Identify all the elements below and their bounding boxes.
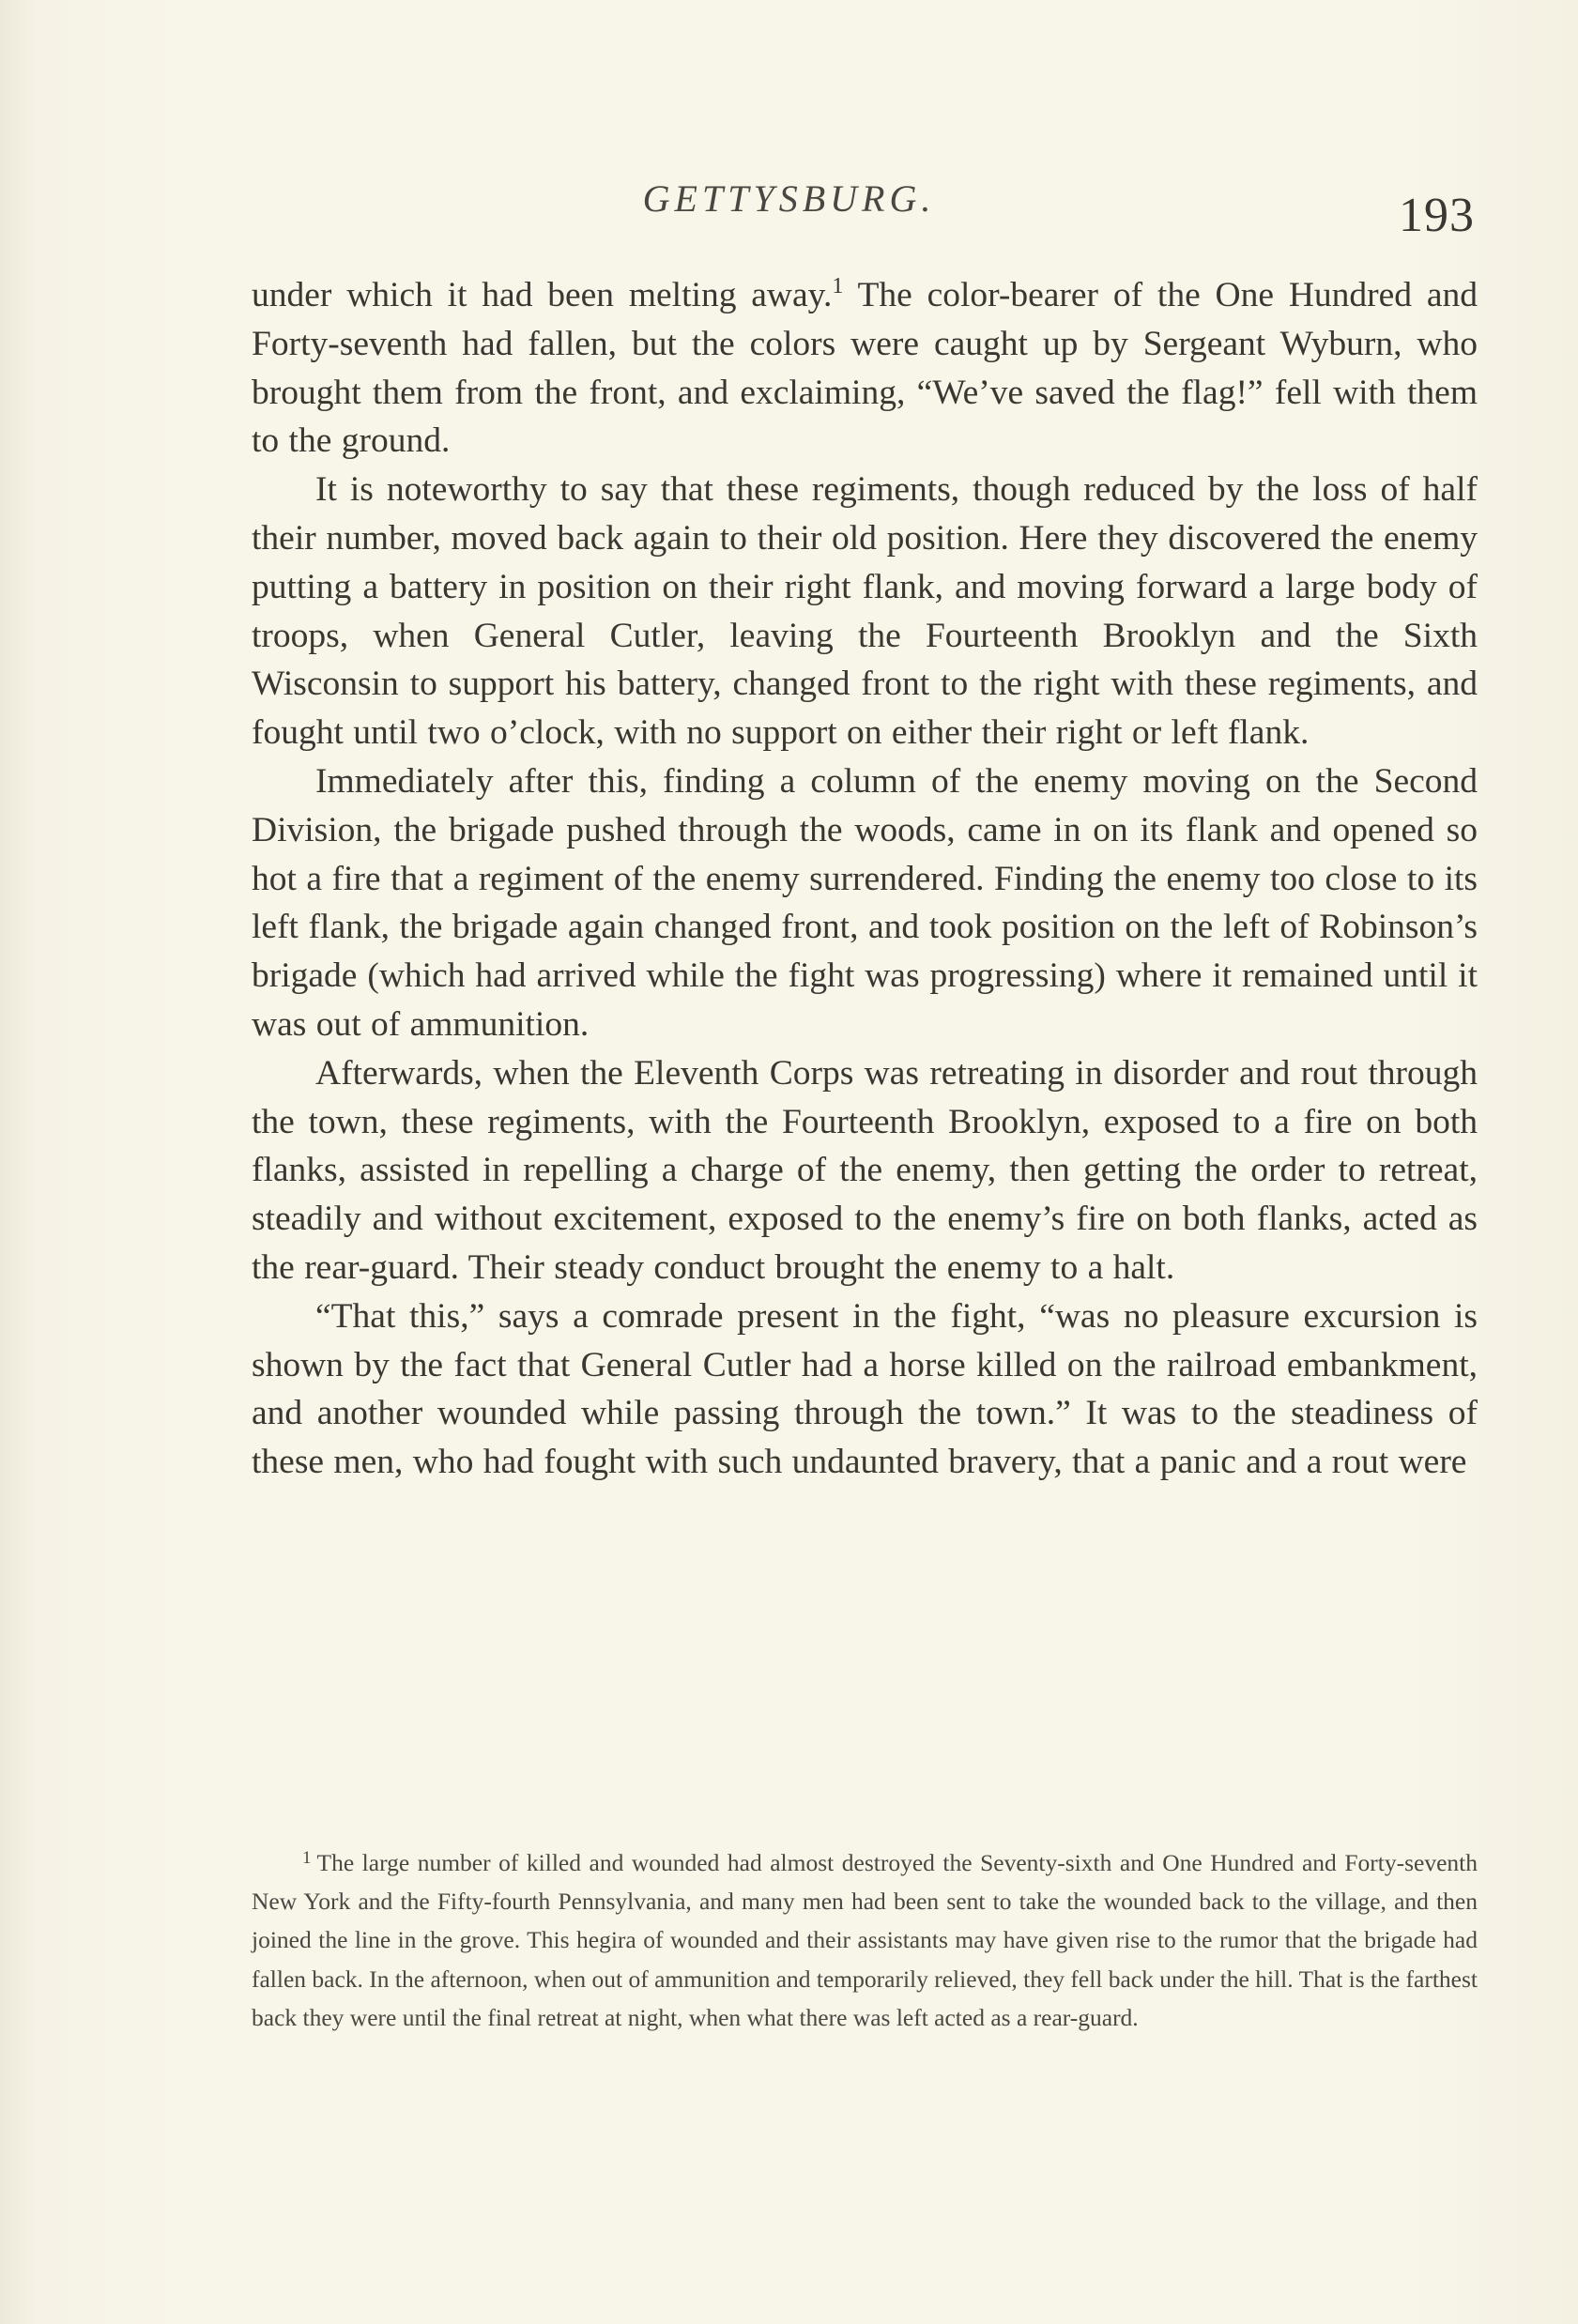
paragraph-1-text: under which it had been melting away. [252, 276, 833, 314]
paragraph-3: Immediately after this, finding a column of the enemy moving on the Second Division, the brigade pushed through the woods, came in on its flank and opened so hot a fire that a regiment of the enemy surrendered. Finding the enemy too close to its left flank, the brigade again changed front, and took position on the left of Robinson’s brigade (which had arrived while the fight was progressing) where it remained until it was out of ammunition. [252, 761, 1478, 1044]
paragraph-5: “That this,” says a comrade present in the fight, “was no pleasure excursion is shown by the fact that General Cutler had a horse killed on the railroad embankment, and another wounded while passing through the town.” It was to the steadiness of these men, who had fought with such undaunted bravery, that a panic and a rout were [252, 1296, 1478, 1482]
paragraph-1-text-continued: The color-bearer of the One Hundred and Forty-seventh had fallen, but the colors were caught up by Sergeant Wyburn, who brought them from the front, and exclaiming, “We’ve saved the flag!” fell with them to the ground. [252, 276, 1478, 461]
footnote-marker: 1 [302, 1848, 312, 1868]
paragraph-4: Afterwards, when the Eleventh Corps was retreating in disorder and rout through the town, these regiments, with the Fourteenth Brooklyn, exposed to a fire on both flanks, assisted in repelling a charge of the enemy, then getting the order to retreat, steadily and without excitement, exposed to the enemy’s fire on both flanks, acted as the rear-guard. Their steady conduct brought the enemy to a halt. [252, 1053, 1478, 1287]
paragraph-1 [252, 271, 1478, 466]
body-text [252, 271, 1478, 1487]
paragraph-2: It is noteworthy to say that these regiments, though reduced by the loss of half their number, moved back again to their old position. Here they discovered the enemy putting a battery in position on their right flank, and moving forward a large body of troops, when General Cutler, leaving the Fourteenth Brooklyn and the Sixth Wisconsin to support his battery, changed front to the right with these regiments, and fought until two o’clock, with no support on either their right or left flank. [252, 470, 1478, 753]
running-head [0, 169, 1578, 244]
footnote [252, 1843, 1478, 2037]
footnote-reference: 1 [832, 274, 844, 298]
footnote-text: The large number of killed and wounded had almost destroyed the Seventy-sixth and One Hundred and Forty-seventh New York and the Fifty-fourth Pennsylvania, and many men had been sent to take the wounded back to the village, and then joined the line in the grove. This hegira of wounded and their assistants may have given rise to the rumor that the brigade had fallen back. In the afternoon, when out of ammunition and temporarily relieved, they fell back under the hill. That is the farthest back they were until the final retreat at night, when what there was left acted as a rear-guard. [252, 1849, 1478, 2031]
page-number: 193 [1399, 189, 1475, 242]
running-title: GETTYSBURG. [642, 177, 936, 220]
